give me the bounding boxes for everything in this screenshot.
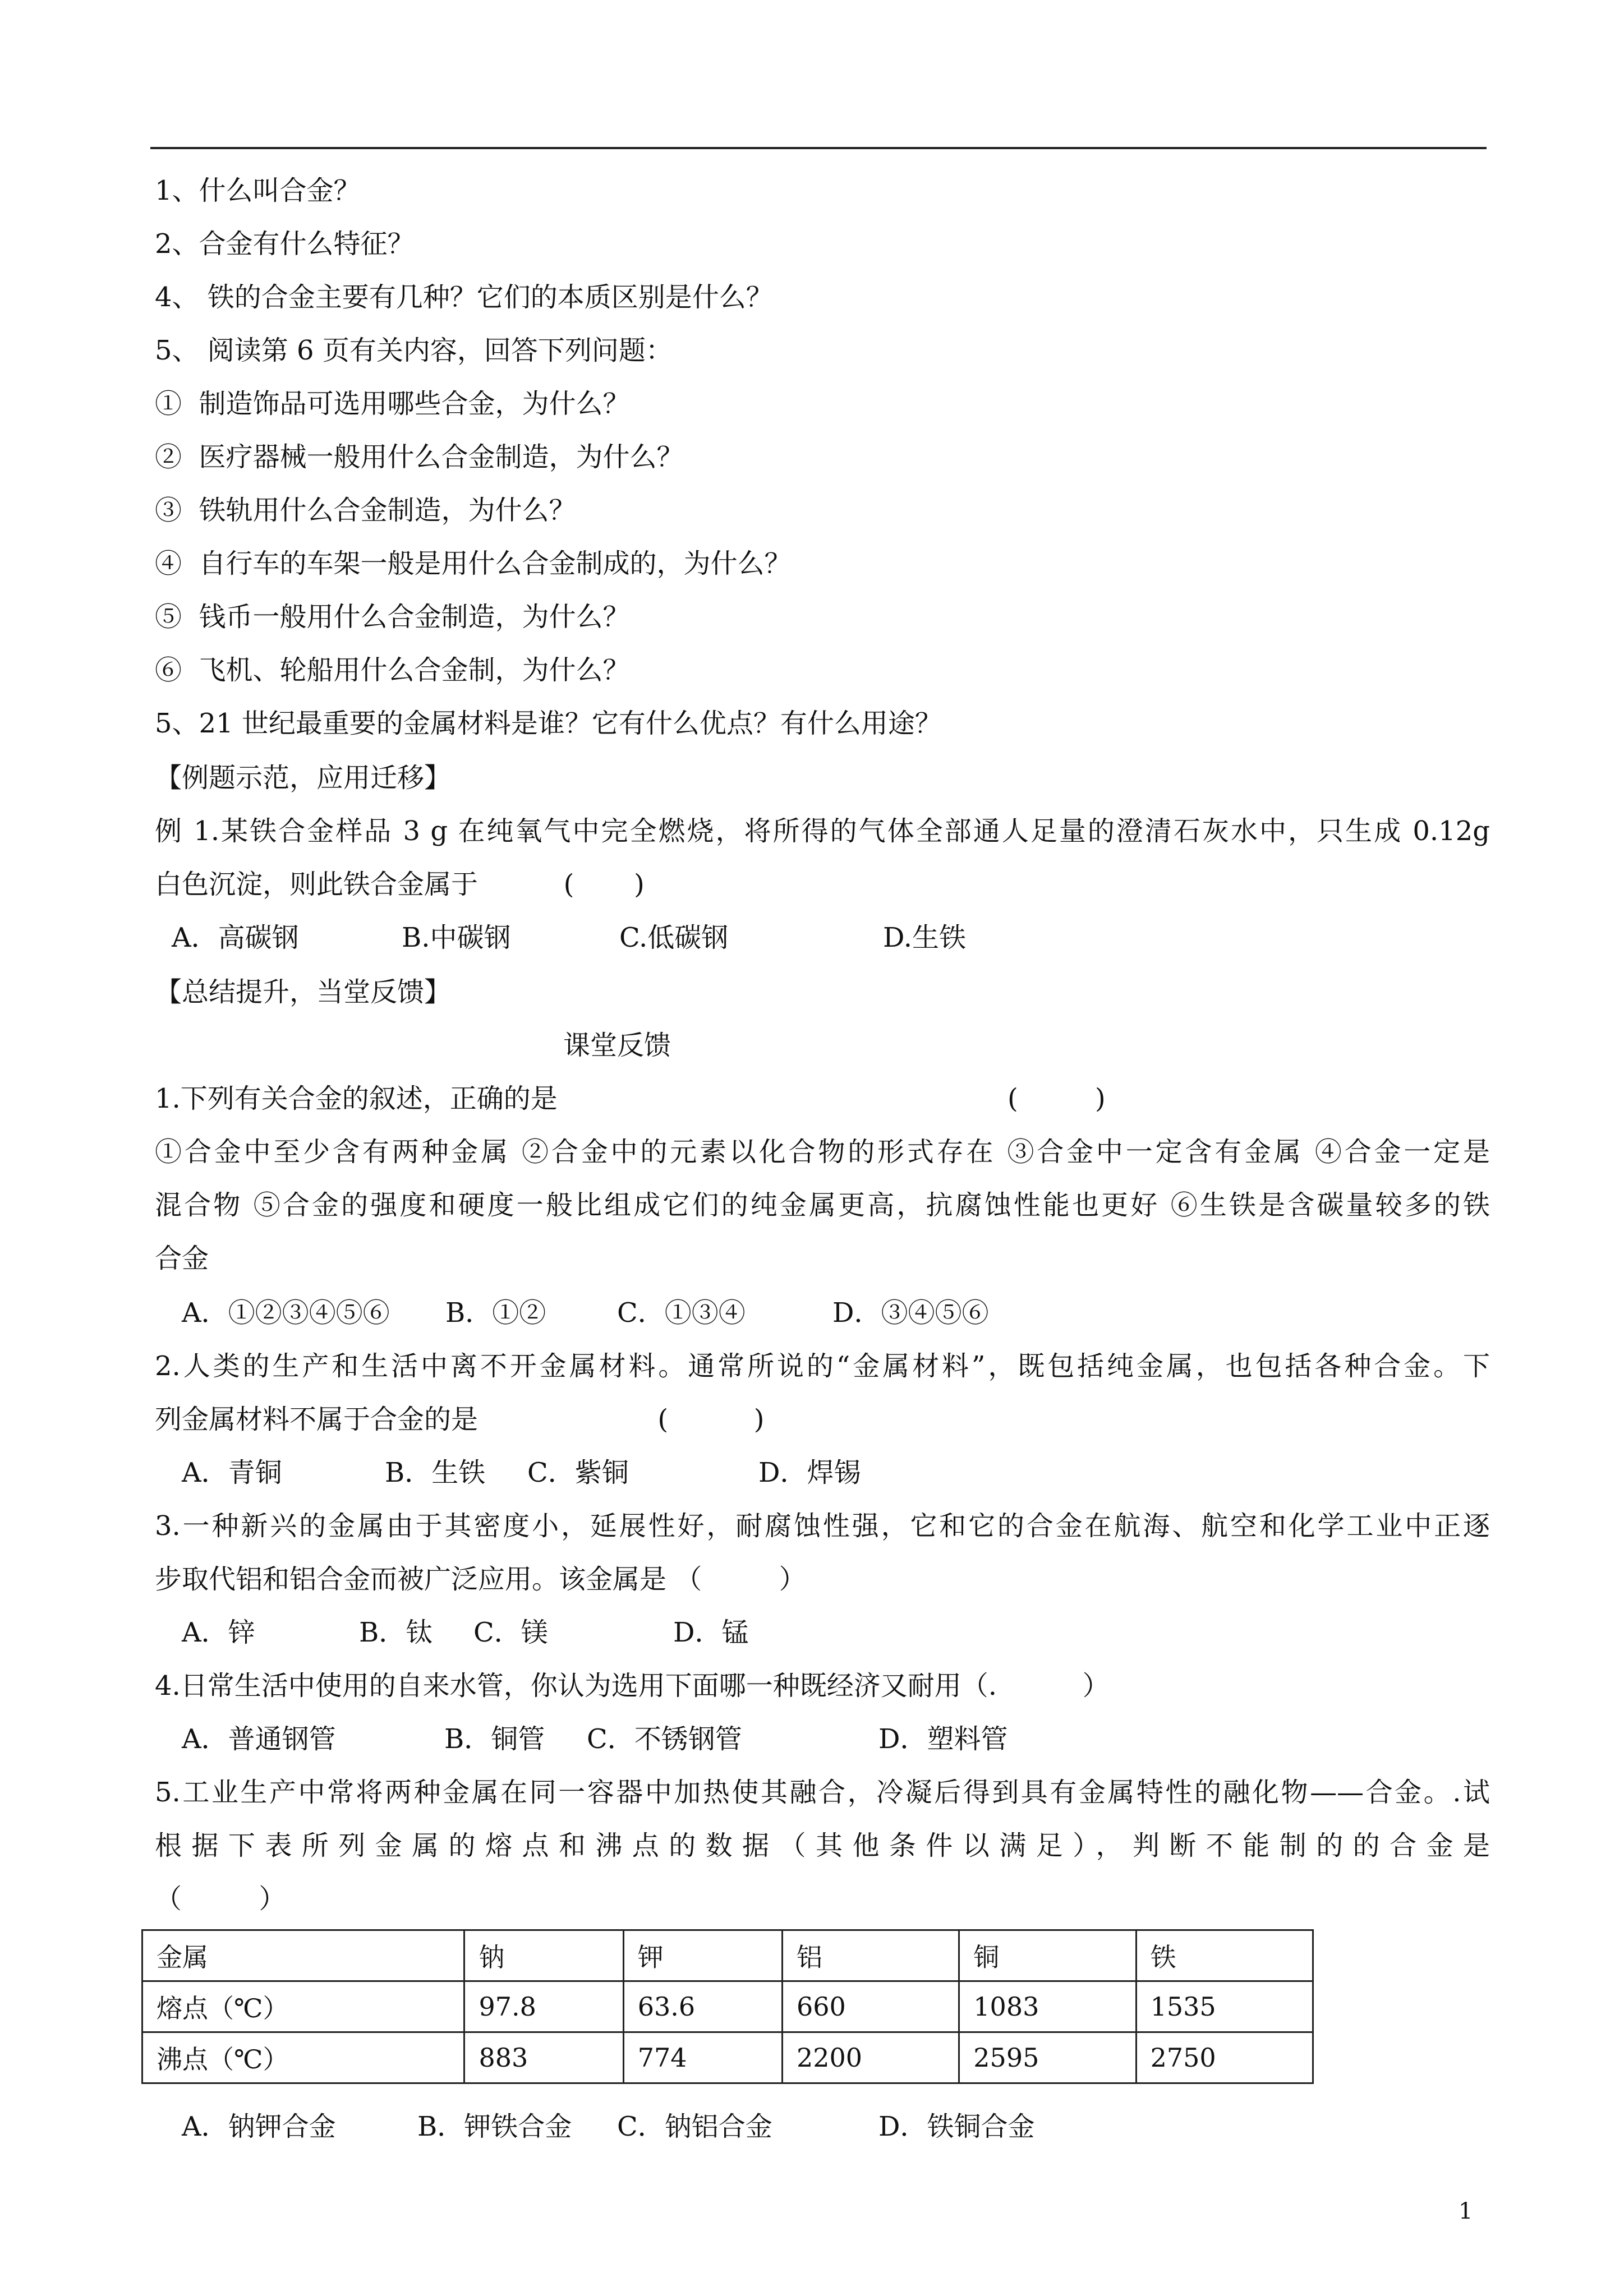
q1-option-d: D．③④⑤⑥ [832, 1297, 989, 1329]
q4-option-a: A．普通钢管 [182, 1723, 336, 1755]
question-1: 1、什么叫合金？ [155, 175, 361, 206]
table-cell: 1535 [1136, 1981, 1313, 2032]
metal-properties-table [141, 1929, 1314, 2084]
example-1-line-2: 白色沉淀，则此铁合金属于 ( ) [155, 869, 645, 900]
table-header-cell: 金属 [142, 1930, 464, 1981]
table-header-cell: 铁 [1136, 1930, 1313, 1981]
q3-option-a: A．锌 [182, 1617, 255, 1648]
q2-line-1: 2.人类的生产和生活中离不开金属材料。通常所说的“金属材料”，既包括纯金属，也包括各种合金。下 [155, 1350, 1490, 1382]
q1-line-2: ①合金中至少含有两种金属 ②合金中的元素以化合物的形式存在 ③合金中一定含有金属 ④合金一定是 [155, 1136, 1490, 1168]
table-header-cell: 钾 [623, 1930, 782, 1981]
table-cell: 2200 [782, 2032, 959, 2083]
table-cell: 97.8 [464, 1981, 623, 2032]
header-rule [150, 147, 1487, 149]
q1-option-c: C．①③④ [617, 1297, 746, 1329]
q1-option-a: A．①②③④⑤⑥ [182, 1297, 390, 1329]
q5-option-d: D．铁铜合金 [878, 2111, 1035, 2142]
q4-option-c: C．不锈钢管 [587, 1723, 742, 1755]
table-header-cell: 铜 [959, 1930, 1136, 1981]
q2-line-2: 列金属材料不属于合金的是 ( ) [155, 1404, 765, 1435]
q3-option-d: D．锰 [673, 1617, 749, 1648]
q2-option-b: B．生铁 [385, 1457, 486, 1488]
q1-answer-paren: ( ) [1007, 1083, 1106, 1114]
table-cell: 774 [623, 2032, 782, 2083]
q4-option-d: D．塑料管 [878, 1723, 1008, 1755]
q1-line-3: 混合物 ⑤合金的强度和硬度一般比组成它们的纯金属更高，抗腐蚀性能也更好 ⑥生铁是含碳量较多的铁 [155, 1190, 1490, 1221]
question-5b: 5、21 世纪最重要的金属材料是谁？它有什么优点？有什么用途？ [155, 708, 942, 739]
example-1-option-a: A．高碳钢 [172, 922, 299, 953]
sub-question-1: ① 制造饰品可选用哪些合金，为什么？ [155, 388, 630, 419]
table-row [142, 2032, 1313, 2083]
table-cell: 1083 [959, 1981, 1136, 2032]
table-cell: 2750 [1136, 2032, 1313, 2083]
q5-option-c: C．钠铝合金 [617, 2111, 772, 2142]
feedback-title: 课堂反馈 [563, 1030, 671, 1061]
table-cell: 660 [782, 1981, 959, 2032]
q1-line-4: 合金 [155, 1243, 209, 1274]
table-header-cell: 钠 [464, 1930, 623, 1981]
q5-line-3: （ ） [155, 1883, 286, 1915]
example-1-option-d: D.生铁 [883, 922, 967, 953]
q2-option-a: A．青铜 [182, 1457, 282, 1488]
table-header-row [142, 1930, 1313, 1981]
q3-option-c: C．镁 [473, 1617, 548, 1648]
sub-question-5: ⑤ 钱币一般用什么合金制造，为什么？ [155, 601, 630, 633]
sub-question-3: ③ 铁轨用什么合金制造，为什么？ [155, 495, 576, 526]
page-number: 1 [1459, 2198, 1473, 2224]
section-example-heading: 【例题示范，应用迁移】 [155, 762, 452, 794]
q2-option-d: D．焊锡 [758, 1457, 861, 1488]
example-1-option-c: C.低碳钢 [619, 922, 729, 953]
q3-line-2: 步取代铝和铝合金而被广泛应用。该金属是 （ ） [155, 1564, 806, 1595]
q3-line-1: 3.一种新兴的金属由于其密度小，延展性好，耐腐蚀性强，它和它的合金在航海、航空和化学工业中正逐 [155, 1510, 1490, 1542]
q2-option-c: C．紫铜 [527, 1457, 629, 1488]
q5-line-2: 根据下表所列金属的熔点和沸点的数据（其他条件以满足），判断不能制的的合金是 [155, 1830, 1490, 1861]
question-5: 5、 阅读第 6 页有关内容，回答下列问题： [155, 335, 673, 366]
table-cell: 熔点（℃） [142, 1981, 464, 2032]
q3-option-b: B．钛 [359, 1617, 433, 1648]
q5-line-1: 5.工业生产中常将两种金属在同一容器中加热使其融合，冷凝后得到具有金属特性的融化物——合金。.试 [155, 1777, 1490, 1808]
question-4: 4、 铁的合金主要有几种？它们的本质区别是什么？ [155, 282, 773, 313]
q1-option-b: B．①② [445, 1297, 546, 1329]
sub-question-4: ④ 自行车的车架一般是用什么合金制成的，为什么？ [155, 548, 792, 579]
question-2: 2、合金有什么特征？ [155, 228, 415, 260]
table-header-cell: 铝 [782, 1930, 959, 1981]
table-cell: 2595 [959, 2032, 1136, 2083]
q5-option-a: A．钠钾合金 [182, 2111, 336, 2142]
table-cell: 883 [464, 2032, 623, 2083]
table-cell: 沸点（℃） [142, 2032, 464, 2083]
sub-question-2: ② 医疗器械一般用什么合金制造，为什么？ [155, 441, 684, 473]
q4-option-b: B．铜管 [444, 1723, 545, 1755]
example-1-option-b: B.中碳钢 [402, 922, 511, 953]
table-row [142, 1981, 1313, 2032]
section-summary-heading: 【总结提升，当堂反馈】 [155, 976, 452, 1008]
q1-stem: 1.下列有关合金的叙述，正确的是 [155, 1083, 558, 1114]
example-1-line-1: 例 1.某铁合金样品 3 g 在纯氧气中完全燃烧，将所得的气体全部通人足量的澄清石灰水中，只生成 0.12g [155, 815, 1490, 847]
q5-option-b: B．钾铁合金 [417, 2111, 572, 2142]
table-cell: 63.6 [623, 1981, 782, 2032]
q4-line-1: 4.日常生活中使用的自来水管，你认为选用下面哪一种既经济又耐用（. ） [155, 1670, 1110, 1702]
sub-question-6: ⑥ 飞机、轮船用什么合金制，为什么？ [155, 654, 630, 686]
